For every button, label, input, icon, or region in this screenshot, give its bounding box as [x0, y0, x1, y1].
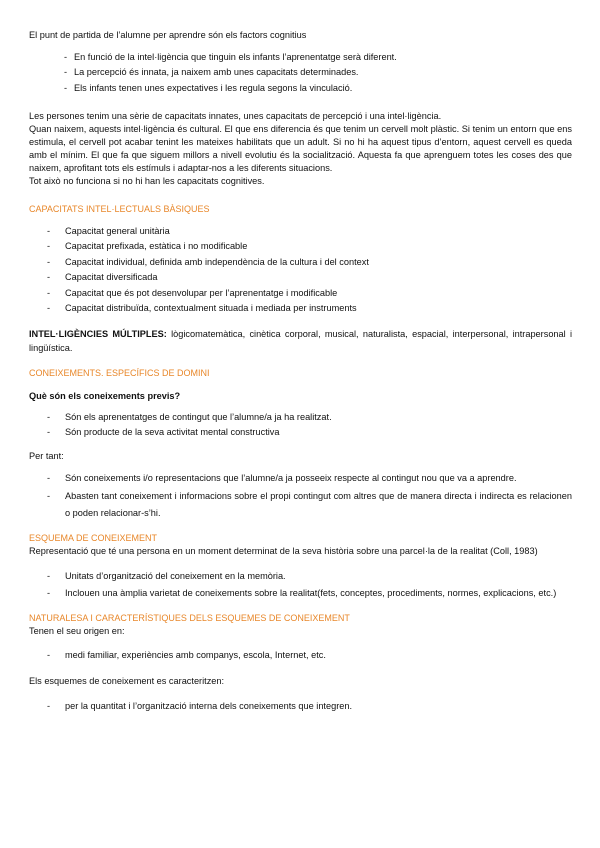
paragraph-line: Les persones tenim una sèrie de capacitats innates, unes capacitats de percepció i una intel·ligència. — [29, 111, 442, 121]
list-item: - medi familiar, experiències amb companys, escola, Internet, etc. — [29, 650, 572, 662]
list-item: - Abasten tant coneixement i informacions sobre el propi contingut com altres que de manera directa i indirecta es relacionen o poden relacionar-s’hi. — [29, 488, 572, 523]
list-item: - per la quantitat i l’organització interna dels coneixements que integren. — [29, 701, 572, 713]
heading-capacitats: CAPACITATS INTEL·LECTUALS BÀSIQUES — [29, 204, 210, 215]
per-tant: Per tant: — [29, 450, 64, 461]
list-item: - Capacitat individual, definida amb independència de la cultura i del context — [29, 257, 572, 269]
intro-paragraph — [29, 110, 572, 188]
multiples-label: INTEL·LIGÈNCIES MÚLTIPLES: — [29, 328, 167, 339]
origen-text: Tenen el seu origen en: — [29, 625, 125, 636]
list-item: - Són producte de la seva activitat mental constructiva — [29, 427, 572, 439]
list-item: - Capacitat prefixada, estàtica i no modificable — [29, 241, 572, 253]
list-item: - Capacitat general unitària — [29, 226, 572, 238]
list-item: - Són coneixements i/o representacions que l’alumne/a ja posseeix respecte al contingut nou que va a aprendre. — [29, 470, 572, 487]
origen-list — [29, 650, 572, 662]
heading-coneixements: CONEIXEMENTS. ESPECÍFICS DE DOMINI — [29, 368, 210, 379]
list-item: - La percepció és innata, ja naixem amb unes capacitats determinades. — [29, 67, 572, 79]
list-item: - Els infants tenen unes expectatives i les regula segons la vinculació. — [29, 83, 572, 95]
previs-list — [29, 412, 572, 439]
list-item: - Capacitat diversificada — [29, 272, 572, 284]
pertant-list — [29, 470, 572, 522]
heading-naturalesa: NATURALESA I CARACTERÍSTIQUES DELS ESQUEMES DE CONEIXEMENT — [29, 612, 350, 623]
multiples-text: lògicomatemàtica, cinètica corporal, musical, naturalista, espacial, interpersonal, intrapersonal i lingüística. — [29, 328, 573, 354]
multiples-paragraph — [29, 327, 572, 356]
question-previs: Què són els coneixements previs? — [29, 391, 181, 402]
list-item: - Capacitat distribuïda, contextualment situada i mediada per instruments — [29, 303, 572, 315]
list-item: - En funció de la intel·ligència que tinguin els infants l’aprenentatge serà diferent. — [29, 52, 572, 64]
paragraph-line: Tot això no funciona si no hi han les capacitats cognitives. — [29, 176, 265, 187]
intro-text: El punt de partida de l’alumne per aprendre són els factors cognitius — [29, 30, 307, 40]
paragraph-line: Quan naixem, aquests intel·ligència és cultural. El que ens diferencia és que tenim un cervell molt plàstic. Si tenim un entorn que ens estimula, el cervell pot acabar tenint les mateixes habilitats que un adult. Si no hi ha aquest tipus d’entorn, aquest cervell es queda amb el mínim. El que fa que siguem millors a nivell evolutiu és la socialització. Aquesta fa que aprenguem totes les coses des que naixem, aprofitant tots els estímuls i adaptar-nos a les diferents situacions. — [29, 124, 572, 174]
list-item: - Unitats d’organització del coneixement en la memòria. — [29, 568, 572, 585]
esquema-list — [29, 568, 572, 603]
heading-esquema: ESQUEMA DE CONEIXEMENT — [29, 532, 158, 543]
list-item: - Inclouen una àmplia varietat de coneixements sobre la realitat(fets, conceptes, procediments, normes, explicacions, etc.) — [29, 585, 572, 602]
caracteritzen-text: Els esquemes de coneixement es caracteritzen: — [29, 675, 225, 686]
document-page — [29, 30, 572, 717]
intro-list — [29, 52, 572, 95]
list-item: - Capacitat que és pot desenvolupar per l’aprenentatge i modificable — [29, 288, 572, 300]
esquema-text: Representació que té una persona en un moment determinat de la seva història sobre una parcel·la de la realitat (Coll, 1983) — [29, 546, 538, 557]
caract-list — [29, 701, 572, 713]
list-item: - Són els aprenentatges de contingut que l’alumne/a ja ha realitzat. — [29, 412, 572, 424]
capacitats-list — [29, 226, 572, 315]
